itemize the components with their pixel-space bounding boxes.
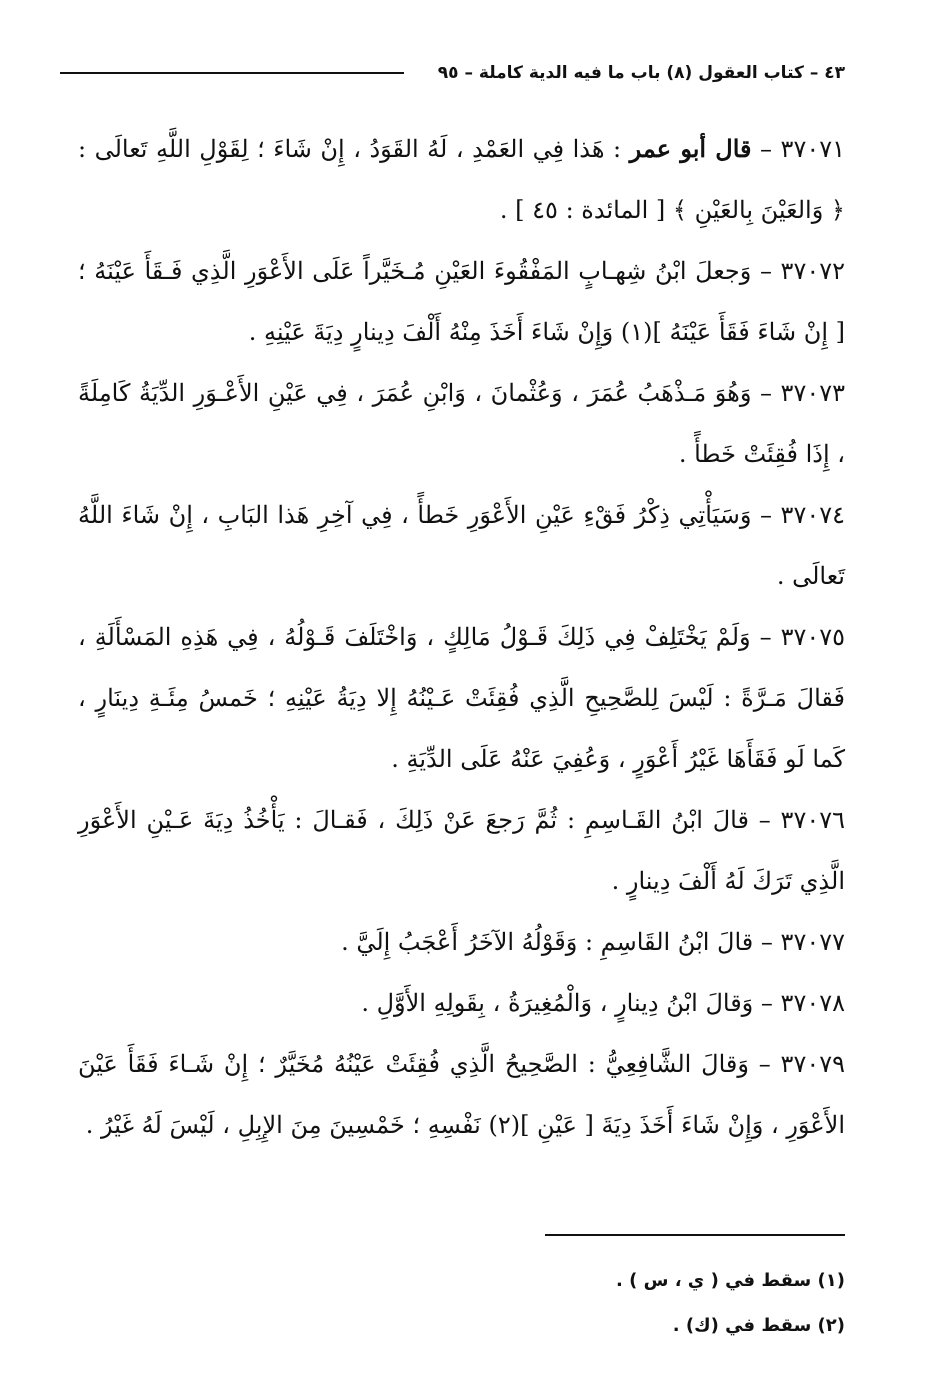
- paragraph-number: ٣٧٠٧٣: [780, 379, 845, 407]
- paragraph: ٣٧٠٧٢ – وَجعلَ ابْنُ شِهـابٍ المَفْقُوءَ العَيْنِ مُـخَيَّراً عَلَى الأَعْوَرِ الَّذِي فَـقَأَ عَيْنَهُ ؛ [ إِنْ شَاءَ فَقَأَ عَيْنَهُ ](١) وَإِنْ شَاءَ أَخَذَ مِنْهُ أَلْفَ دِينارٍ دِيَةَ عَيْنِهِ .: [78, 257, 845, 346]
- paragraph-text: قالَ ابْنُ القَاسِمِ : وَقَوْلُهُ الآخَرُ أَعْجَبُ إِلَيَّ .: [341, 928, 754, 956]
- paragraph-number: ٣٧٠٧٨: [780, 989, 845, 1017]
- paragraph-number: ٣٧٠٧٤: [780, 501, 845, 529]
- paragraph-number: ٣٧٠٧٧: [780, 928, 845, 956]
- paragraph-text: قالَ ابْنُ القَـاسِمِ : ثُمَّ رَجعَ عَنْ ذَلِكَ ، فَقـالَ : يَأْخُذُ دِيَةَ عَـيْنِ الأَعْوَرِ الَّذِي تَرَكَ لَهُ أَلْفَ دِينارٍ .: [78, 806, 845, 895]
- paragraph-number: ٣٧٠٧٥: [780, 623, 846, 651]
- paragraph: ٣٧٠٧٧ – قالَ ابْنُ القَاسِمِ : وَقَوْلُهُ الآخَرُ أَعْجَبُ إِلَيَّ .: [341, 928, 845, 956]
- header-rule: [60, 72, 404, 74]
- running-header: [60, 58, 845, 88]
- paragraph: ٣٧٠٧٣ – وَهُوَ مَـذْهَبُ عُمَرَ ، وَعُثْمانَ ، وَابْنِ عُمَرَ ، فِي عَيْنِ الأَعْـوَرِ الدِّيَةُ كَامِلَةً ، إِذَا فُقِئَتْ خَطأً .: [78, 379, 845, 468]
- paragraph-text: وَهُوَ مَـذْهَبُ عُمَرَ ، وَعُثْمانَ ، وَابْنِ عُمَرَ ، فِي عَيْنِ الأَعْـوَرِ الدِّيَةُ كَامِلَةً ، إِذَا فُقِئَتْ خَطأً .: [78, 379, 845, 468]
- paragraph: ٣٧٠٧٦ – قالَ ابْنُ القَـاسِمِ : ثُمَّ رَجعَ عَنْ ذَلِكَ ، فَقـالَ : يَأْخُذُ دِيَةَ عَـيْنِ الأَعْوَرِ الَّذِي تَرَكَ لَهُ أَلْفَ دِينارٍ .: [78, 806, 845, 895]
- footnote: (١) سقط في ( ي ، س ) .: [616, 1270, 845, 1291]
- header-title: ٤٣ – كتاب العقول (٨) باب ما فيه الدية كاملة – ٩٥: [437, 63, 845, 83]
- paragraph-lead: قال أبو عمر: [629, 134, 752, 163]
- paragraph-number: ٣٧٠٧٦: [780, 806, 845, 834]
- paragraph-text: وَسَيَأْتِي ذِكْرُ فَقْءِ عَيْنِ الأَعْوَرِ خَطأً ، فِي آخِرِ هَذا البَابِ ، إِنْ شَاءَ اللَّهُ تَعالَى .: [78, 501, 845, 590]
- paragraph-text: وَقالَ ابْنُ دِينارٍ ، وَالْمُغِيرَةُ ، بِقَولِهِ الأَوَّلِ .: [361, 989, 754, 1017]
- paragraph-text: وَجعلَ ابْنُ شِهـابٍ المَفْقُوءَ العَيْنِ مُـخَيَّراً عَلَى الأَعْوَرِ الَّذِي فَـقَأَ عَيْنَهُ ؛ [ إِنْ شَاءَ فَقَأَ عَيْنَهُ ](١) وَإِنْ شَاءَ أَخَذَ مِنْهُ أَلْفَ دِينارٍ دِيَةَ عَيْنِهِ .: [78, 257, 845, 346]
- paragraph-number: ٣٧٠٧١: [780, 135, 845, 163]
- paragraph-text: : هَذا فِي العَمْدِ ، لَهُ القَوَدُ ، إِنْ شَاءَ ؛ لِقَوْلِ اللَّهِ تَعالَى : ﴿ وَالعَيْنَ بِالعَيْنِ ﴾ [ المائدة : ٤٥ ] .: [78, 135, 845, 224]
- paragraph-number: ٣٧٠٧٢: [780, 257, 845, 285]
- paragraph: ٣٧٠٧١ – قال أبو عمر : هَذا فِي العَمْدِ ، لَهُ القَوَدُ ، إِنْ شَاءَ ؛ لِقَوْلِ اللَّهِ تَعالَى : ﴿ وَالعَيْنَ بِالعَيْنِ ﴾ [ المائدة : ٤٥ ] .: [78, 134, 845, 224]
- main-text: [78, 118, 845, 1156]
- footnotes: [300, 1258, 845, 1348]
- paragraph: ٣٧٠٧٤ – وَسَيَأْتِي ذِكْرُ فَقْءِ عَيْنِ الأَعْوَرِ خَطأً ، فِي آخِرِ هَذا البَابِ ، إِنْ شَاءَ اللَّهُ تَعالَى .: [78, 501, 845, 590]
- paragraph: ٣٧٠٧٨ – وَقالَ ابْنُ دِينارٍ ، وَالْمُغِيرَةُ ، بِقَولِهِ الأَوَّلِ .: [361, 989, 845, 1017]
- paragraph-number: ٣٧٠٧٩: [780, 1050, 845, 1078]
- footnote: (٢) سقط في (ك) .: [672, 1315, 845, 1336]
- paragraph: ٣٧٠٧٥ – وَلَمْ يَخْتَلِفْ فِي ذَلِكَ قَـوْلُ مَالِكٍ ، وَاخْتَلَفَ قَـوْلُهُ ، فِي هَذِهِ المَسْأَلَةِ ، فَقالَ مَـرَّةً : لَيْسَ لِلصَّحِيحِ الَّذِي فُقِئَتْ عَـيْنُهُ إِلا دِيَةُ عَيْنِهِ ؛ خَمسُ مِئَـةِ دِينَارٍ ، كَما لَو فَقَأَهَا غَيْرُ أَعْوَرٍ ، وَعُفِيَ عَنْهُ عَلَى الدِّيَةِ .: [78, 623, 846, 773]
- paragraph: ٣٧٠٧٩ – وَقالَ الشَّافِعِيُّ : الصَّحِيحُ الَّذِي فُقِئَتْ عَيْنُهُ مُخَيَّرٌ ؛ إِنْ شَـاءَ فَقَأَ عَيْنَ الأَعْوَرِ ، وَإِنْ شَاءَ أَخَذَ دِيَةَ [ عَيْنِ ](٢) نَفْسِهِ ؛ خَمْسِينَ مِنَ الإِبِلِ ، لَيْسَ لَهُ غَيْرُ .: [78, 1050, 845, 1139]
- paragraph-text: وَلَمْ يَخْتَلِفْ فِي ذَلِكَ قَـوْلُ مَالِكٍ ، وَاخْتَلَفَ قَـوْلُهُ ، فِي هَذِهِ المَسْأَلَةِ ، فَقالَ مَـرَّةً : لَيْسَ لِلصَّحِيحِ الَّذِي فُقِئَتْ عَـيْنُهُ إِلا دِيَةُ عَيْنِهِ ؛ خَمسُ مِئَـةِ دِينَارٍ ، كَما لَو فَقَأَهَا غَيْرُ أَعْوَرٍ ، وَعُفِيَ عَنْهُ عَلَى الدِّيَةِ .: [78, 623, 845, 773]
- footnote-rule: [545, 1234, 845, 1236]
- paragraph-text: وَقالَ الشَّافِعِيُّ : الصَّحِيحُ الَّذِي فُقِئَتْ عَيْنُهُ مُخَيَّرٌ ؛ إِنْ شَـاءَ فَقَأَ عَيْنَ الأَعْوَرِ ، وَإِنْ شَاءَ أَخَذَ دِيَةَ [ عَيْنِ ](٢) نَفْسِهِ ؛ خَمْسِينَ مِنَ الإِبِلِ ، لَيْسَ لَهُ غَيْرُ .: [78, 1050, 845, 1139]
